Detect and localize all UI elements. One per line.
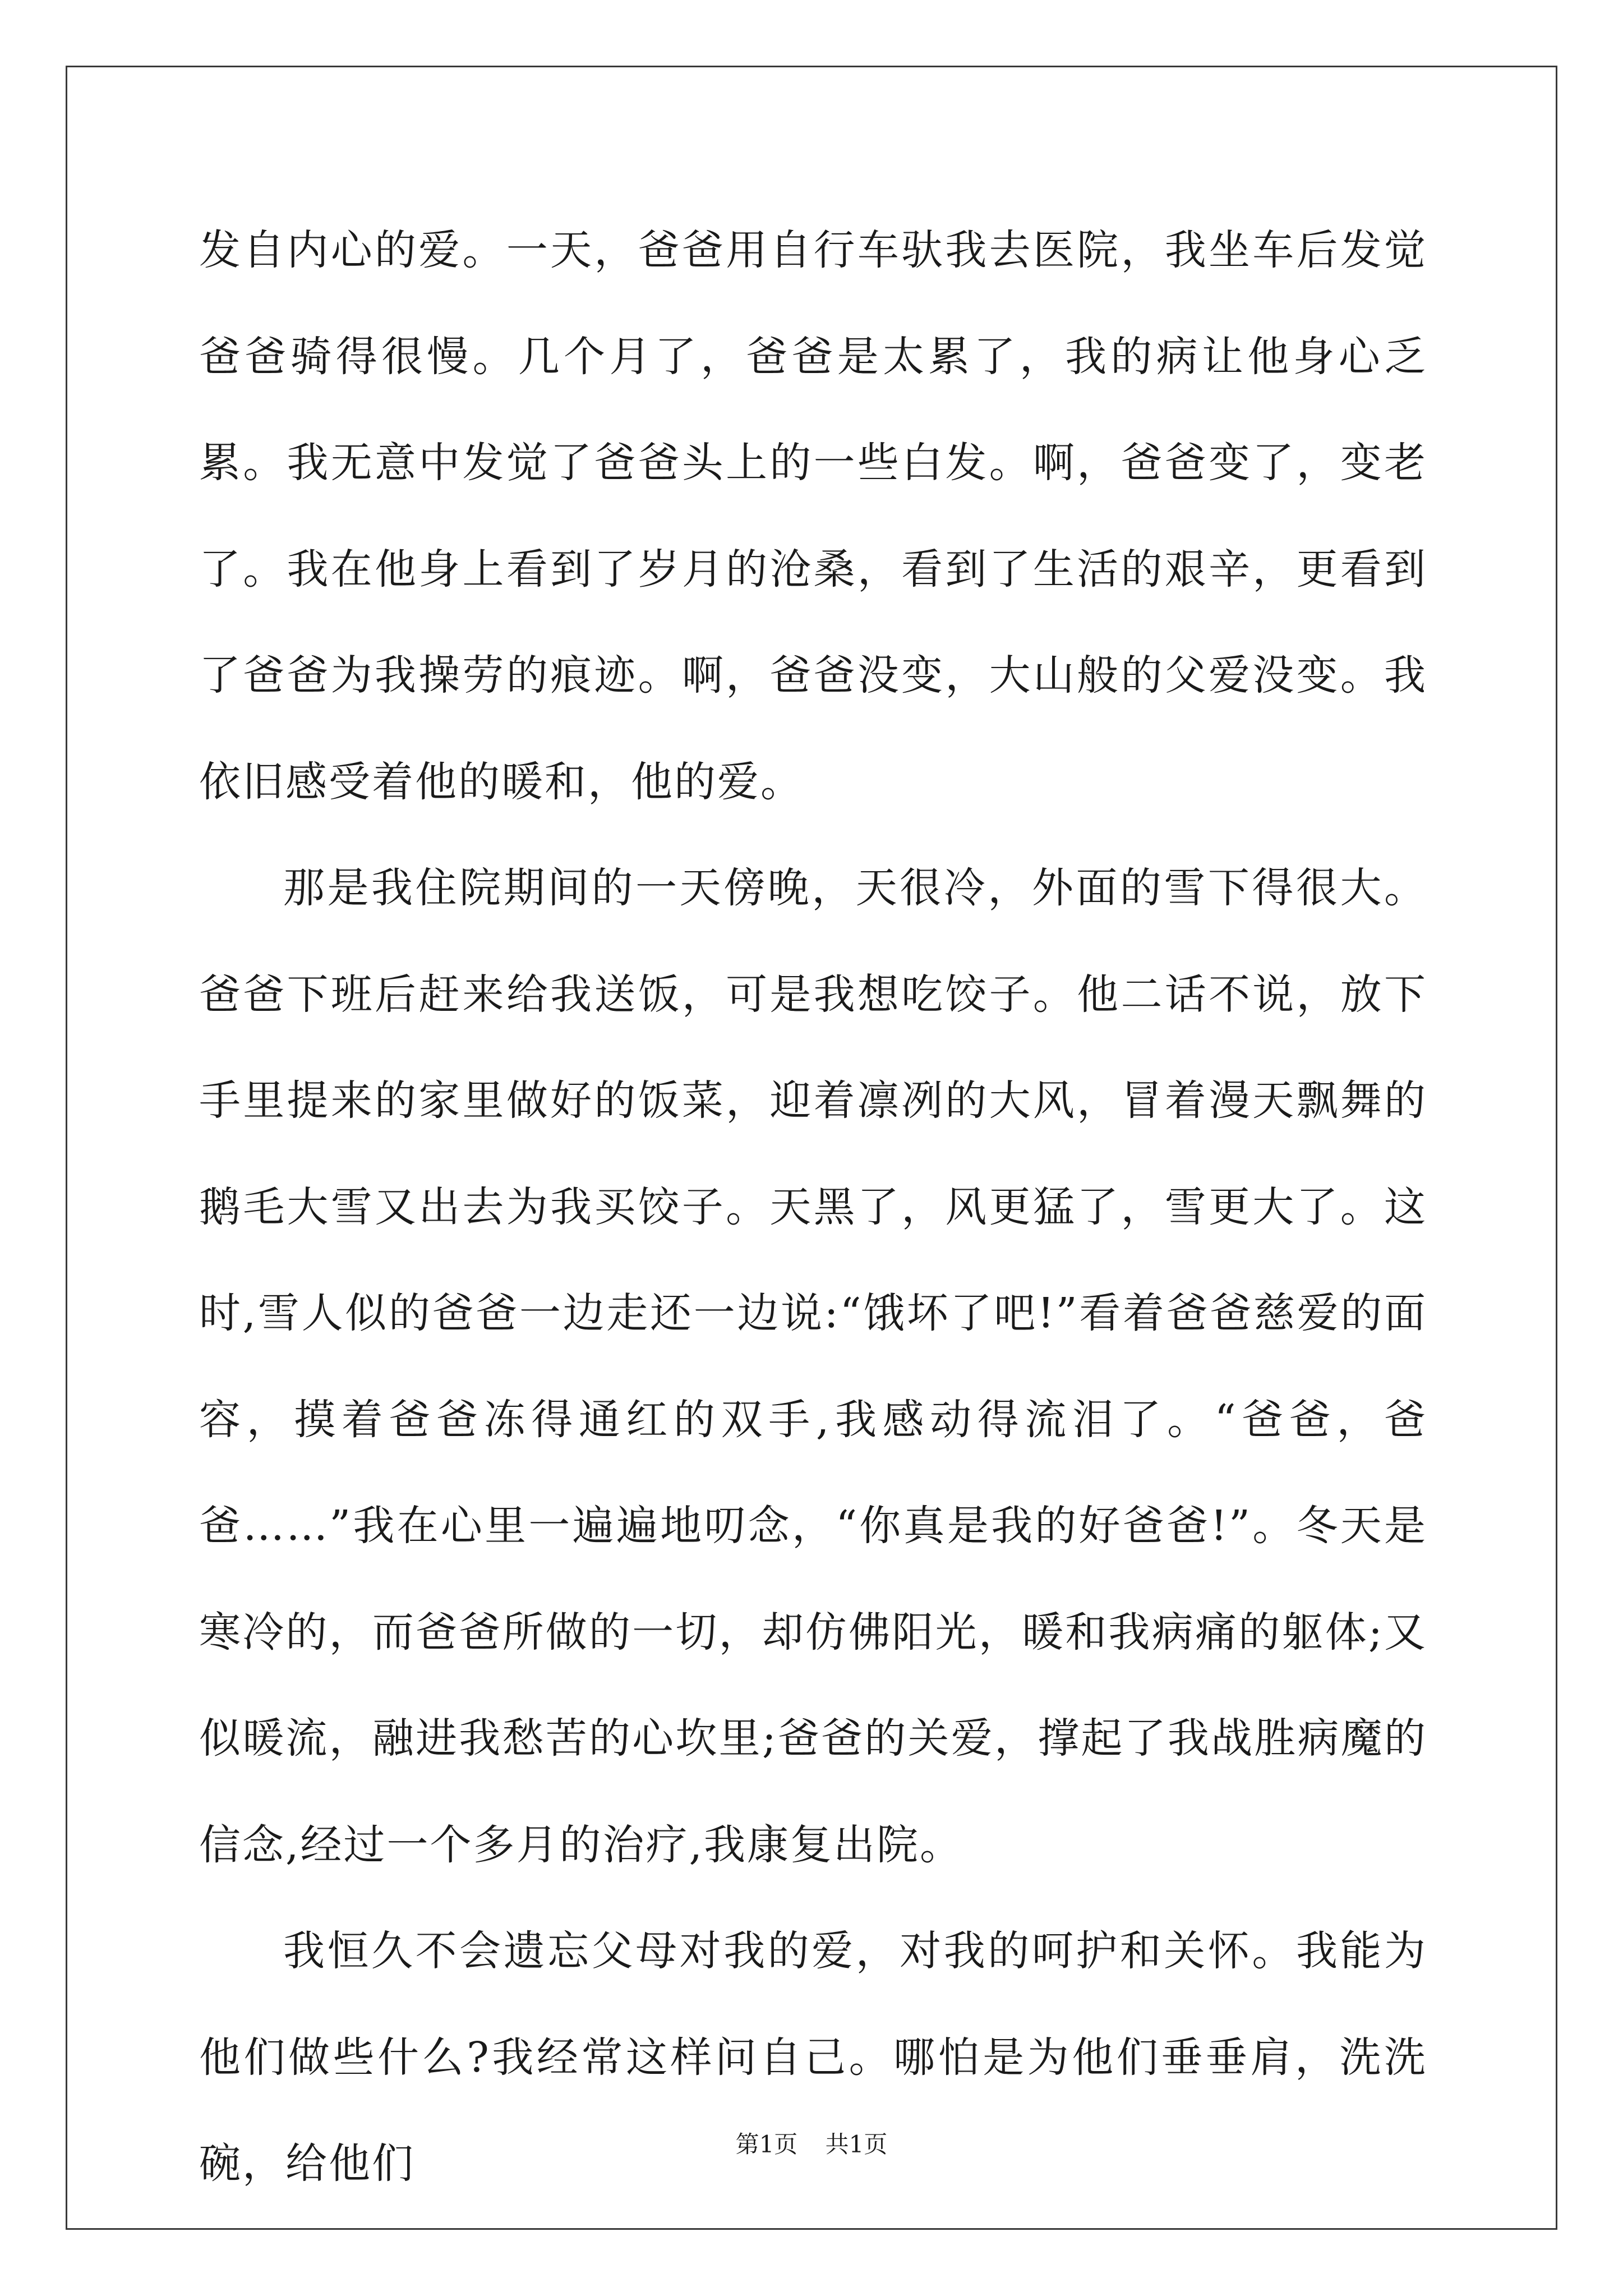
page-footer bbox=[0, 2126, 1623, 2160]
paragraph-2: 那是我住院期间的一天傍晚，天很冷，外面的雪下得很大。爸爸下班后赶来给我送饭，可是我想吃饺子。他二话不说，放下手里提来的家里做好的饭菜，迎着凛冽的大风，冒着漫天飘舞的鹅毛大雪又出去为我买饺子。天黑了，风更猛了，雪更大了。这时,雪人似的爸爸一边走还一边说:“饿坏了吧!”看着爸爸慈爱的面容，摸着爸爸冻得通红的双手,我感动得流泪了。“爸爸，爸爸……”我在心里一遍遍地叨念，“你真是我的好爸爸!”。冬天是寒冷的，而爸爸所做的一切，却仿佛阳光，暖和我病痛的躯体;又似暖流，融进我愁苦的心坎里;爸爸的关爱，撑起了我战胜病魔的信念,经过一个多月的治疗,我康复出院。 bbox=[199, 864, 1427, 1869]
page-number-total: 共1页 bbox=[825, 2131, 888, 2158]
document-body bbox=[199, 197, 1427, 2217]
paragraph-3: 我恒久不会遗忘父母对我的爱，对我的呵护和关怀。我能为他们做些什么?我经常这样问自己。哪怕是为他们垂垂肩，洗洗碗，给他们 bbox=[199, 1927, 1427, 2188]
page-number-current: 第1页 bbox=[735, 2131, 798, 2158]
paragraph-1: 发自内心的爱。一天，爸爸用自行车驮我去医院，我坐车后发觉爸爸骑得很慢。几个月了，爸爸是太累了，我的病让他身心乏累。我无意中发觉了爸爸头上的一些白发。啊，爸爸变了，变老了。我在他身上看到了岁月的沧桑，看到了生活的艰辛，更看到了爸爸为我操劳的痕迹。啊，爸爸没变，大山般的父爱没变。我依旧感受着他的暖和，他的爱。 bbox=[199, 226, 1427, 806]
